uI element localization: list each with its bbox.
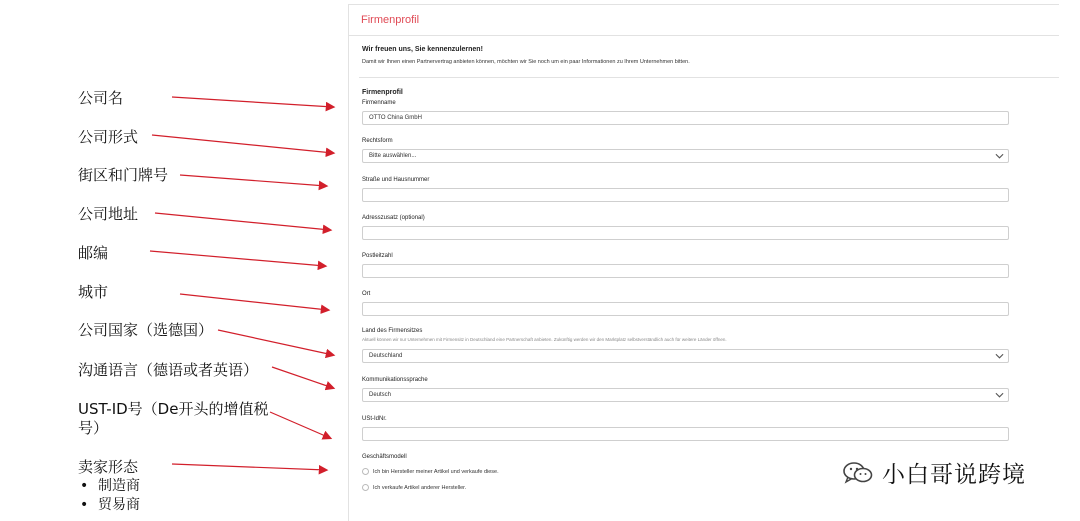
legal-form-label: Rechtsform <box>362 138 393 144</box>
arrow-postcode <box>150 251 325 266</box>
wechat-icon <box>842 460 874 486</box>
seller-type-list <box>78 477 140 515</box>
city-label: Ort <box>362 291 371 297</box>
business-model-option-reseller[interactable] <box>362 484 466 491</box>
company-name-input[interactable]: OTTO China GmbH <box>362 111 1009 125</box>
section-divider <box>359 77 1059 78</box>
address-extra-input[interactable] <box>362 226 1009 240</box>
intro-text: Damit wir Ihnen einen Partnervertrag anbieten können, möchten wir Sie noch um ein paar Informationen zu Ihrem Unternehmen bitten. <box>362 59 690 65</box>
company-name-label: Firmenname <box>362 100 396 106</box>
annotation-company-name: 公司名 <box>78 89 124 107</box>
vat-id-input[interactable] <box>362 427 1009 441</box>
postcode-label: Postleitzahl <box>362 253 393 259</box>
country-hint: Aktuell können wir nur Unternehmen mit Firmensitz in Deutschland eine Partnerschaft anbieten. Zukünftig werden wir den Marktplatz selbstverständlich auch für weitere Länder öffnen. <box>362 337 727 342</box>
annotation-ust-id: UST-ID号（De开头的增值税号） <box>78 400 269 437</box>
annotation-street: 街区和门牌号 <box>78 166 169 184</box>
annotation-city: 城市 <box>78 283 109 301</box>
street-input[interactable] <box>362 188 1009 202</box>
arrow-seller-type <box>172 464 326 470</box>
vat-id-label: USt-IdNr. <box>362 416 387 422</box>
arrow-language <box>272 367 333 388</box>
panel-title: Firmenprofil <box>361 14 420 26</box>
radio-label: Ich bin Hersteller meiner Artikel und verkaufe diese. <box>373 468 499 475</box>
radio-button[interactable] <box>362 484 369 491</box>
legal-form-value: Bitte auswählen... <box>369 153 417 159</box>
country-select[interactable] <box>362 349 1009 363</box>
header-divider <box>349 35 1059 36</box>
company-profile-panel <box>348 4 1059 521</box>
language-select[interactable] <box>362 388 1009 402</box>
section-title: Firmenprofil <box>362 89 403 96</box>
country-label: Land des Firmensitzes <box>362 328 423 334</box>
annotation-seller-type <box>78 458 140 515</box>
arrow-country <box>218 330 333 355</box>
seller-type-trader: • 贸易商 <box>78 496 140 515</box>
city-input[interactable] <box>362 302 1009 316</box>
radio-button[interactable] <box>362 468 369 475</box>
legal-form-select[interactable] <box>362 149 1009 163</box>
arrow-company-form <box>152 135 333 153</box>
radio-label: Ich verkaufe Artikel anderer Hersteller. <box>373 484 467 491</box>
seller-type-manufacturer: • 制造商 <box>78 477 140 496</box>
welcome-heading: Wir freuen uns, Sie kennenzulernen! <box>362 46 483 53</box>
watermark <box>842 456 1026 489</box>
business-model-label: Geschäftsmodell <box>362 454 407 460</box>
business-model-option-manufacturer[interactable] <box>362 468 499 475</box>
annotation-language: 沟通语言（德语或者英语） <box>78 361 259 379</box>
annotation-arrows <box>0 0 360 520</box>
arrow-company-name <box>172 97 333 107</box>
language-label: Kommunikationssprache <box>362 377 428 383</box>
chevron-down-icon <box>995 152 1004 160</box>
arrow-address <box>155 213 330 230</box>
chevron-down-icon <box>995 352 1004 360</box>
annotation-postcode: 邮编 <box>78 244 109 262</box>
chevron-down-icon <box>995 391 1004 399</box>
arrow-city <box>180 294 328 310</box>
annotation-company-form: 公司形式 <box>78 128 139 146</box>
country-value: Deutschland <box>369 353 403 359</box>
annotation-country: 公司国家（选德国） <box>78 321 214 339</box>
arrow-ust-id <box>270 412 330 438</box>
language-value: Deutsch <box>369 392 392 398</box>
annotation-address: 公司地址 <box>78 205 139 223</box>
postcode-input[interactable] <box>362 264 1009 278</box>
street-label: Straße und Hausnummer <box>362 177 430 183</box>
watermark-text: 小白哥说跨境 <box>882 462 1026 488</box>
address-extra-label: Adresszusatz (optional) <box>362 215 425 221</box>
annotation-seller-type-title: 卖家形态 <box>78 458 139 476</box>
arrow-street <box>180 175 326 186</box>
